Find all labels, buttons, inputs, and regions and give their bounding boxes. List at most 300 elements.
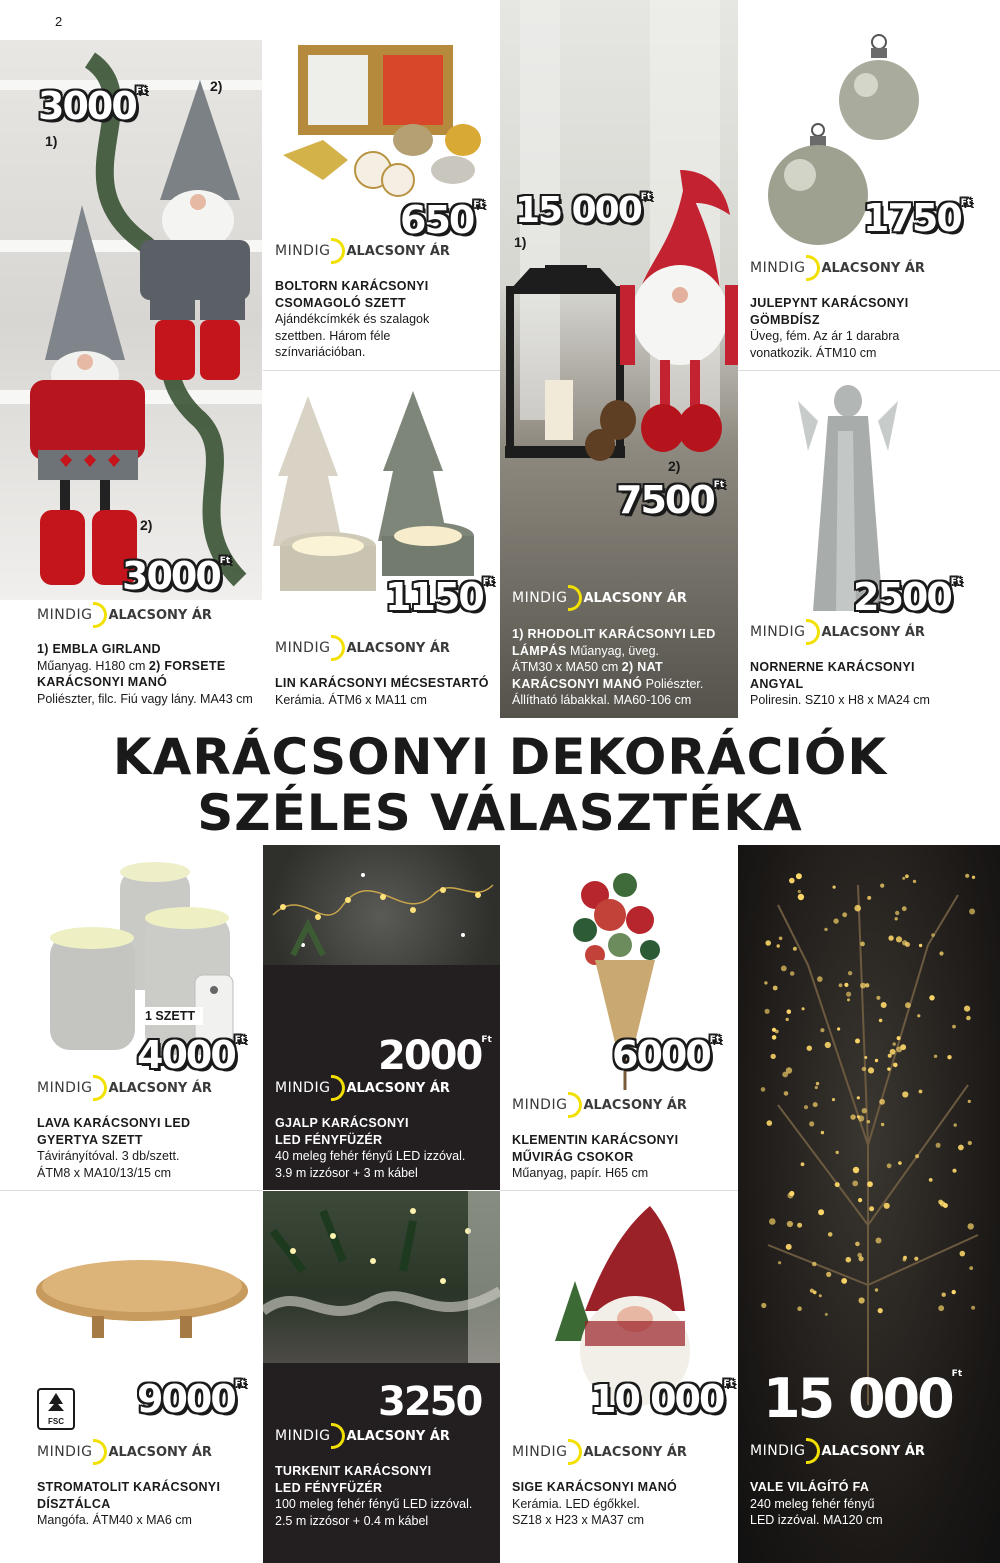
light-dot — [784, 1091, 789, 1096]
product-title-2: CSOMAGOLÓ SZETT — [275, 295, 406, 310]
alacsony-ar-word: ALACSONY ÁR — [583, 1444, 687, 1460]
light-dot — [972, 876, 975, 879]
product-detail: Kerámia. LED égőkkel. — [512, 1496, 640, 1511]
mindig-alacsony-ar-logo — [37, 1439, 212, 1465]
product-sige — [500, 1191, 738, 1563]
currency-label: Ft — [482, 577, 494, 587]
light-dot — [835, 1182, 840, 1187]
light-dot — [929, 995, 934, 1000]
mindig-word: MINDIG — [37, 1444, 93, 1460]
light-dot — [952, 1025, 956, 1029]
light-dot — [942, 1293, 946, 1297]
light-dot — [857, 1253, 862, 1258]
yellow-arc-icon — [331, 238, 345, 264]
light-dot — [869, 1206, 874, 1211]
light-dot — [887, 1067, 890, 1070]
mindig-word: MINDIG — [750, 1443, 806, 1459]
light-dot — [915, 1154, 919, 1158]
light-dot — [778, 1261, 781, 1264]
light-dot — [817, 976, 823, 982]
light-dot — [860, 983, 866, 989]
light-dot — [804, 1105, 808, 1109]
light-dot — [855, 1242, 860, 1247]
product-detail-2: szettben. Három féle — [275, 328, 391, 343]
currency-label: Ft — [473, 200, 484, 210]
fsc-tree-icon — [45, 1392, 67, 1412]
product-detail-2: vonatkozik. ÁTM10 cm — [750, 345, 877, 360]
mindig-alacsony-ar-logo — [37, 1075, 212, 1101]
label-1: 1) — [45, 133, 58, 149]
product-detail: Poliresin. SZ10 x H8 x MA24 cm — [750, 693, 930, 707]
product-detail-3: színvariációban. — [275, 345, 366, 359]
product-detail: Műanyag, papír. H65 cm — [512, 1166, 649, 1180]
light-dot — [902, 877, 905, 880]
description-embla — [37, 641, 262, 707]
currency-label: Ft — [135, 86, 147, 96]
light-dot — [767, 1120, 773, 1126]
yellow-arc-icon — [806, 1438, 820, 1464]
lights-illustration — [263, 1191, 500, 1363]
light-dot — [815, 1086, 818, 1089]
light-dot — [769, 1218, 776, 1225]
price-julepynt — [863, 196, 971, 240]
light-dot — [798, 890, 801, 893]
price-sige-value: 10 000 — [590, 1377, 724, 1421]
product-title: LIN KARÁCSONYI MÉCSESTARTÓ — [275, 676, 489, 690]
alacsony-ar-word: ALACSONY ÁR — [821, 624, 925, 640]
product-detail: Műanyag. H180 cm — [37, 658, 149, 673]
page-number: 2 — [55, 14, 63, 29]
currency-label: Ft — [481, 1035, 492, 1045]
currency-label: Ft — [219, 556, 231, 566]
product-title: 1) RHODOLIT KARÁCSONYI LED — [512, 627, 716, 641]
light-dot — [789, 1191, 794, 1196]
product-title-2: LÁMPÁS — [512, 643, 567, 658]
product-detail: 40 meleg fehér fényű LED izzóval. — [275, 1149, 466, 1163]
light-dot — [965, 874, 969, 878]
lantern-gnome-illustration — [500, 0, 738, 560]
light-dot — [836, 1151, 839, 1154]
mindig-alacsony-ar-logo — [275, 238, 450, 264]
fairy-lights-photo — [263, 1191, 500, 1363]
light-dot — [860, 942, 865, 947]
lights-illustration — [263, 845, 500, 965]
product-detail-2: SZ18 x H23 x MA37 cm — [512, 1513, 644, 1527]
description-sige — [512, 1479, 737, 1529]
currency-label: Ft — [960, 198, 972, 208]
product-title: VALE VILÁGÍTÓ FA — [750, 1480, 870, 1494]
set-badge: 1 SZETT — [137, 1007, 203, 1025]
light-dot — [902, 1091, 908, 1097]
light-dot — [820, 1028, 824, 1032]
light-dot — [810, 1289, 814, 1293]
light-dot — [848, 971, 852, 975]
product-klementin — [500, 845, 738, 1190]
product-title-2: GÖMBDÍSZ — [750, 312, 820, 327]
mindig-word: MINDIG — [37, 1080, 93, 1096]
yellow-arc-icon — [568, 585, 582, 611]
mindig-alacsony-ar-logo — [750, 1438, 925, 1464]
mindig-word: MINDIG — [275, 1080, 331, 1096]
price-nat — [616, 478, 724, 522]
light-dot — [896, 1046, 902, 1052]
description-klementin — [512, 1132, 737, 1182]
mindig-alacsony-ar-logo — [750, 255, 925, 281]
price-lin — [385, 575, 493, 619]
product-detail-2: LED izzóval. MA120 cm — [750, 1513, 883, 1527]
light-dot — [952, 1290, 956, 1294]
light-dot — [952, 1169, 956, 1173]
light-dot — [929, 1178, 933, 1182]
alacsony-ar-word: ALACSONY ÁR — [108, 607, 212, 623]
light-dot — [895, 917, 898, 920]
light-dot — [772, 1035, 777, 1040]
light-dot — [825, 1042, 831, 1048]
light-dot — [833, 886, 836, 889]
product-detail-3: Poliészter. — [642, 676, 704, 691]
light-dot — [842, 912, 847, 917]
light-dot — [884, 1203, 890, 1209]
mindig-word: MINDIG — [512, 1444, 568, 1460]
light-dot — [793, 947, 797, 951]
light-dot — [895, 911, 899, 915]
price-stromatolit — [137, 1377, 245, 1421]
light-dot — [801, 1162, 805, 1166]
price-nornerne — [853, 575, 961, 619]
product-detail-2: ÁTM8 x MA10/13/15 cm — [37, 1165, 172, 1180]
price-rhodolit-value: 15 000 — [515, 190, 641, 231]
light-dot — [818, 1209, 824, 1215]
label-2: 2) — [668, 458, 681, 474]
product-title: GJALP KARÁCSONYI — [275, 1116, 409, 1130]
label-2-bottom: 2) — [140, 517, 153, 533]
light-dot — [802, 1007, 805, 1010]
light-dot — [824, 928, 827, 931]
product-detail: Ajándékcímkék és szalagok — [275, 312, 430, 326]
light-dot — [905, 1002, 911, 1008]
light-dot — [859, 1297, 865, 1303]
light-dot — [867, 1181, 873, 1187]
light-dot — [761, 1087, 766, 1092]
light-dot — [971, 1306, 975, 1310]
price-vale — [763, 1367, 962, 1430]
light-dot — [847, 998, 850, 1001]
yellow-arc-icon — [93, 1439, 107, 1465]
light-dot — [858, 1198, 862, 1202]
light-dot — [905, 874, 909, 878]
yellow-arc-icon — [331, 635, 345, 661]
price-nornerne-value: 2500 — [853, 575, 951, 619]
product-detail-2: 3.9 m izzósor + 3 m kábel — [275, 1165, 418, 1180]
light-tree-illustration — [738, 845, 1000, 1405]
light-dot — [879, 1019, 883, 1023]
light-dot — [828, 1232, 833, 1237]
product-title: STROMATOLIT KARÁCSONYI — [37, 1480, 221, 1494]
price-gjalp-value: 2000 — [378, 1033, 482, 1079]
product-title-2: GYERTYA SZETT — [37, 1132, 143, 1147]
divider — [738, 370, 1000, 371]
product-title-2: 2) FORSETE — [148, 658, 226, 673]
gift-set-illustration — [263, 20, 500, 220]
light-dot — [898, 1161, 902, 1165]
yellow-arc-icon — [806, 619, 820, 645]
currency-label: Ft — [950, 577, 962, 587]
light-dot — [960, 1251, 966, 1257]
yellow-arc-icon — [806, 255, 820, 281]
light-dot — [890, 1049, 896, 1055]
headline-line-2: SZÉLES VÁLASZTÉKA — [197, 784, 803, 842]
light-dot — [878, 1308, 883, 1313]
light-dot — [896, 936, 902, 942]
light-dot — [798, 894, 804, 900]
product-title: KLEMENTIN KARÁCSONYI — [512, 1133, 679, 1147]
alacsony-ar-word: ALACSONY ÁR — [583, 590, 687, 606]
light-dot — [914, 1257, 918, 1261]
price-forsete-value: 3000 — [122, 554, 220, 598]
price-julepynt-value: 1750 — [863, 196, 961, 240]
light-dot — [813, 1102, 818, 1107]
product-title-3: 2) NAT — [621, 660, 663, 674]
light-dot — [868, 1067, 874, 1073]
yellow-arc-icon — [331, 1423, 345, 1449]
light-dot — [825, 1313, 828, 1316]
light-dot — [837, 1027, 840, 1030]
price-lava-value: 4000 — [137, 1033, 235, 1077]
mindig-word: MINDIG — [750, 624, 806, 640]
product-embla-forsete — [0, 40, 262, 718]
light-dot — [761, 1303, 766, 1308]
product-title: NORNERNE KARÁCSONYI — [750, 660, 915, 674]
light-dot — [797, 1223, 802, 1228]
product-lin — [263, 371, 500, 718]
product-detail: Kerámia. ÁTM6 x MA11 cm — [275, 692, 427, 707]
light-dot — [966, 1016, 971, 1021]
light-dot — [844, 983, 848, 987]
light-dot — [876, 996, 880, 1000]
description-lava — [37, 1115, 262, 1181]
mindig-alacsony-ar-logo — [750, 619, 925, 645]
light-dot — [958, 1145, 964, 1151]
product-detail-2: ÁTM30 x MA50 cm — [512, 660, 622, 674]
light-dot — [903, 1258, 907, 1262]
label-1: 1) — [514, 234, 527, 250]
alacsony-ar-word: ALACSONY ÁR — [346, 1428, 450, 1444]
light-dot — [888, 935, 893, 940]
product-title: TURKENIT KARÁCSONYI — [275, 1464, 432, 1478]
product-nornerne — [738, 371, 1000, 718]
price-boltorn-value: 650 — [400, 198, 474, 242]
light-dot — [947, 1055, 951, 1059]
light-dot — [855, 1039, 860, 1044]
light-dot — [864, 1056, 867, 1059]
price-embla — [38, 84, 146, 128]
light-dot — [940, 1201, 945, 1206]
light-dot — [781, 966, 787, 972]
light-dot — [862, 1108, 867, 1113]
description-julepynt — [750, 295, 995, 361]
description-vale — [750, 1479, 995, 1529]
currency-label: Ft — [709, 1035, 721, 1045]
mindig-word: MINDIG — [750, 260, 806, 276]
yellow-arc-icon — [331, 1075, 345, 1101]
light-dot — [786, 1018, 789, 1021]
baubles-illustration — [738, 30, 1000, 280]
description-stromatolit — [37, 1479, 262, 1529]
product-detail: Műanyag, üveg. — [566, 643, 659, 658]
light-dot — [875, 1288, 878, 1291]
light-dot — [867, 1120, 870, 1123]
divider — [0, 1190, 262, 1191]
light-dot — [969, 1266, 973, 1270]
description-rhodolit — [512, 626, 737, 709]
fairy-lights-photo — [263, 845, 500, 965]
price-sige — [590, 1377, 734, 1421]
product-lava — [0, 845, 262, 1190]
light-dot — [812, 1262, 817, 1267]
product-title: JULEPYNT KARÁCSONYI — [750, 296, 909, 310]
divider — [263, 370, 500, 371]
light-dot — [968, 1141, 972, 1145]
fsc-label: FSC — [48, 1417, 64, 1426]
product-detail: 100 meleg fehér fényű LED izzóval. — [275, 1497, 473, 1511]
light-dot — [857, 1115, 860, 1118]
light-dot — [807, 1046, 812, 1051]
product-detail: Távirányítóval. 3 db/szett. — [37, 1149, 180, 1163]
light-dot — [819, 1294, 822, 1297]
light-dot — [902, 940, 907, 945]
light-dot — [954, 1123, 957, 1126]
mindig-alacsony-ar-logo — [275, 1423, 450, 1449]
light-dot — [777, 944, 780, 947]
light-dot — [893, 1042, 896, 1045]
light-dot — [931, 933, 935, 937]
label-2: 2) — [210, 78, 223, 94]
light-dot — [939, 951, 943, 955]
light-dot — [789, 878, 795, 884]
light-dot — [790, 971, 795, 976]
product-title-3: KARÁCSONYI MANÓ — [37, 675, 168, 689]
currency-label: Ft — [713, 480, 725, 490]
price-stromatolit-value: 9000 — [137, 1377, 235, 1421]
divider — [500, 1190, 738, 1191]
light-dot — [879, 1099, 885, 1105]
light-dot — [917, 1014, 920, 1017]
price-forsete — [122, 554, 230, 598]
alacsony-ar-word: ALACSONY ÁR — [346, 243, 450, 259]
light-dot — [846, 992, 851, 997]
light-dot — [797, 1306, 802, 1311]
product-title: LAVA KARÁCSONYI LED — [37, 1116, 191, 1130]
product-rhodolit-nat — [500, 0, 738, 718]
light-dot — [919, 944, 922, 947]
yellow-arc-icon — [93, 1075, 107, 1101]
alacsony-ar-word: ALACSONY ÁR — [821, 260, 925, 276]
product-detail-2: Poliészter, filc. Fiú vagy lány. MA43 cm — [37, 691, 253, 706]
light-dot — [902, 906, 907, 911]
light-dot — [765, 1009, 770, 1014]
light-dot — [887, 1163, 892, 1168]
product-title-4: KARÁCSONYI MANÓ — [512, 676, 643, 691]
alacsony-ar-word: ALACSONY ÁR — [346, 640, 450, 656]
light-dot — [893, 1063, 898, 1068]
currency-label: Ft — [640, 192, 652, 202]
light-dot — [786, 1244, 792, 1250]
yellow-arc-icon — [568, 1439, 582, 1465]
alacsony-ar-word: ALACSONY ÁR — [108, 1080, 212, 1096]
price-turkenit — [378, 1379, 481, 1425]
price-nat-value: 7500 — [616, 478, 714, 522]
light-dot — [964, 1006, 970, 1012]
price-lin-value: 1150 — [385, 575, 483, 619]
price-embla-value: 3000 — [38, 84, 136, 128]
alacsony-ar-word: ALACSONY ÁR — [108, 1444, 212, 1460]
light-dot — [913, 880, 916, 883]
light-dot — [938, 1305, 944, 1311]
mindig-alacsony-ar-logo — [512, 585, 687, 611]
currency-label: Ft — [234, 1379, 246, 1389]
light-dot — [816, 1082, 819, 1085]
light-dot — [765, 940, 771, 946]
light-dot — [832, 1098, 835, 1101]
product-title: BOLTORN KARÁCSONYI — [275, 279, 429, 293]
light-dot — [772, 1028, 776, 1032]
product-vale — [738, 845, 1000, 1563]
yellow-arc-icon — [568, 1092, 582, 1118]
currency-label: Ft — [723, 1379, 734, 1389]
fsc-badge — [37, 1388, 75, 1430]
light-dot — [853, 1167, 859, 1173]
light-dot — [771, 1054, 776, 1059]
light-dot — [881, 1123, 884, 1126]
light-dot — [833, 918, 838, 923]
product-stromatolit — [0, 1191, 262, 1563]
mindig-word: MINDIG — [512, 1097, 568, 1113]
light-dot — [919, 1090, 923, 1094]
light-dot — [779, 937, 783, 941]
product-detail: Mangófa. ÁTM40 x MA6 cm — [37, 1513, 192, 1527]
mindig-alacsony-ar-logo — [512, 1092, 687, 1118]
description-turkenit — [275, 1463, 500, 1529]
light-dot — [857, 1096, 860, 1099]
price-lava — [137, 1033, 245, 1077]
light-dot — [839, 983, 843, 987]
mindig-word: MINDIG — [512, 590, 568, 606]
light-dot — [867, 896, 871, 900]
light-dot — [787, 1221, 793, 1227]
description-boltorn — [275, 278, 495, 361]
product-title: 1) EMBLA GIRLAND — [37, 642, 161, 656]
product-detail-2: 2.5 m izzósor + 0.4 m kábel — [275, 1513, 429, 1528]
description-nornerne — [750, 659, 995, 709]
product-title-2: ANGYAL — [750, 676, 804, 691]
currency-label: Ft — [951, 1369, 963, 1379]
light-dot — [841, 1278, 847, 1284]
price-rhodolit — [515, 190, 651, 231]
light-dot — [862, 1067, 866, 1071]
alacsony-ar-word: ALACSONY ÁR — [583, 1097, 687, 1113]
light-dot — [787, 1009, 792, 1014]
currency-label: Ft — [234, 1035, 246, 1045]
product-title-2: DÍSZTÁLCA — [37, 1496, 111, 1511]
description-lin — [275, 675, 500, 708]
headline-line-1: KARÁCSONYI DEKORÁCIÓK — [112, 728, 888, 786]
product-title: SIGE KARÁCSONYI MANÓ — [512, 1480, 678, 1494]
alacsony-ar-word: ALACSONY ÁR — [821, 1443, 925, 1459]
product-boltorn — [263, 0, 500, 370]
product-title-2: LED FÉNYFÜZÉR — [275, 1132, 383, 1147]
mindig-word: MINDIG — [275, 243, 331, 259]
light-dot — [881, 1002, 887, 1008]
